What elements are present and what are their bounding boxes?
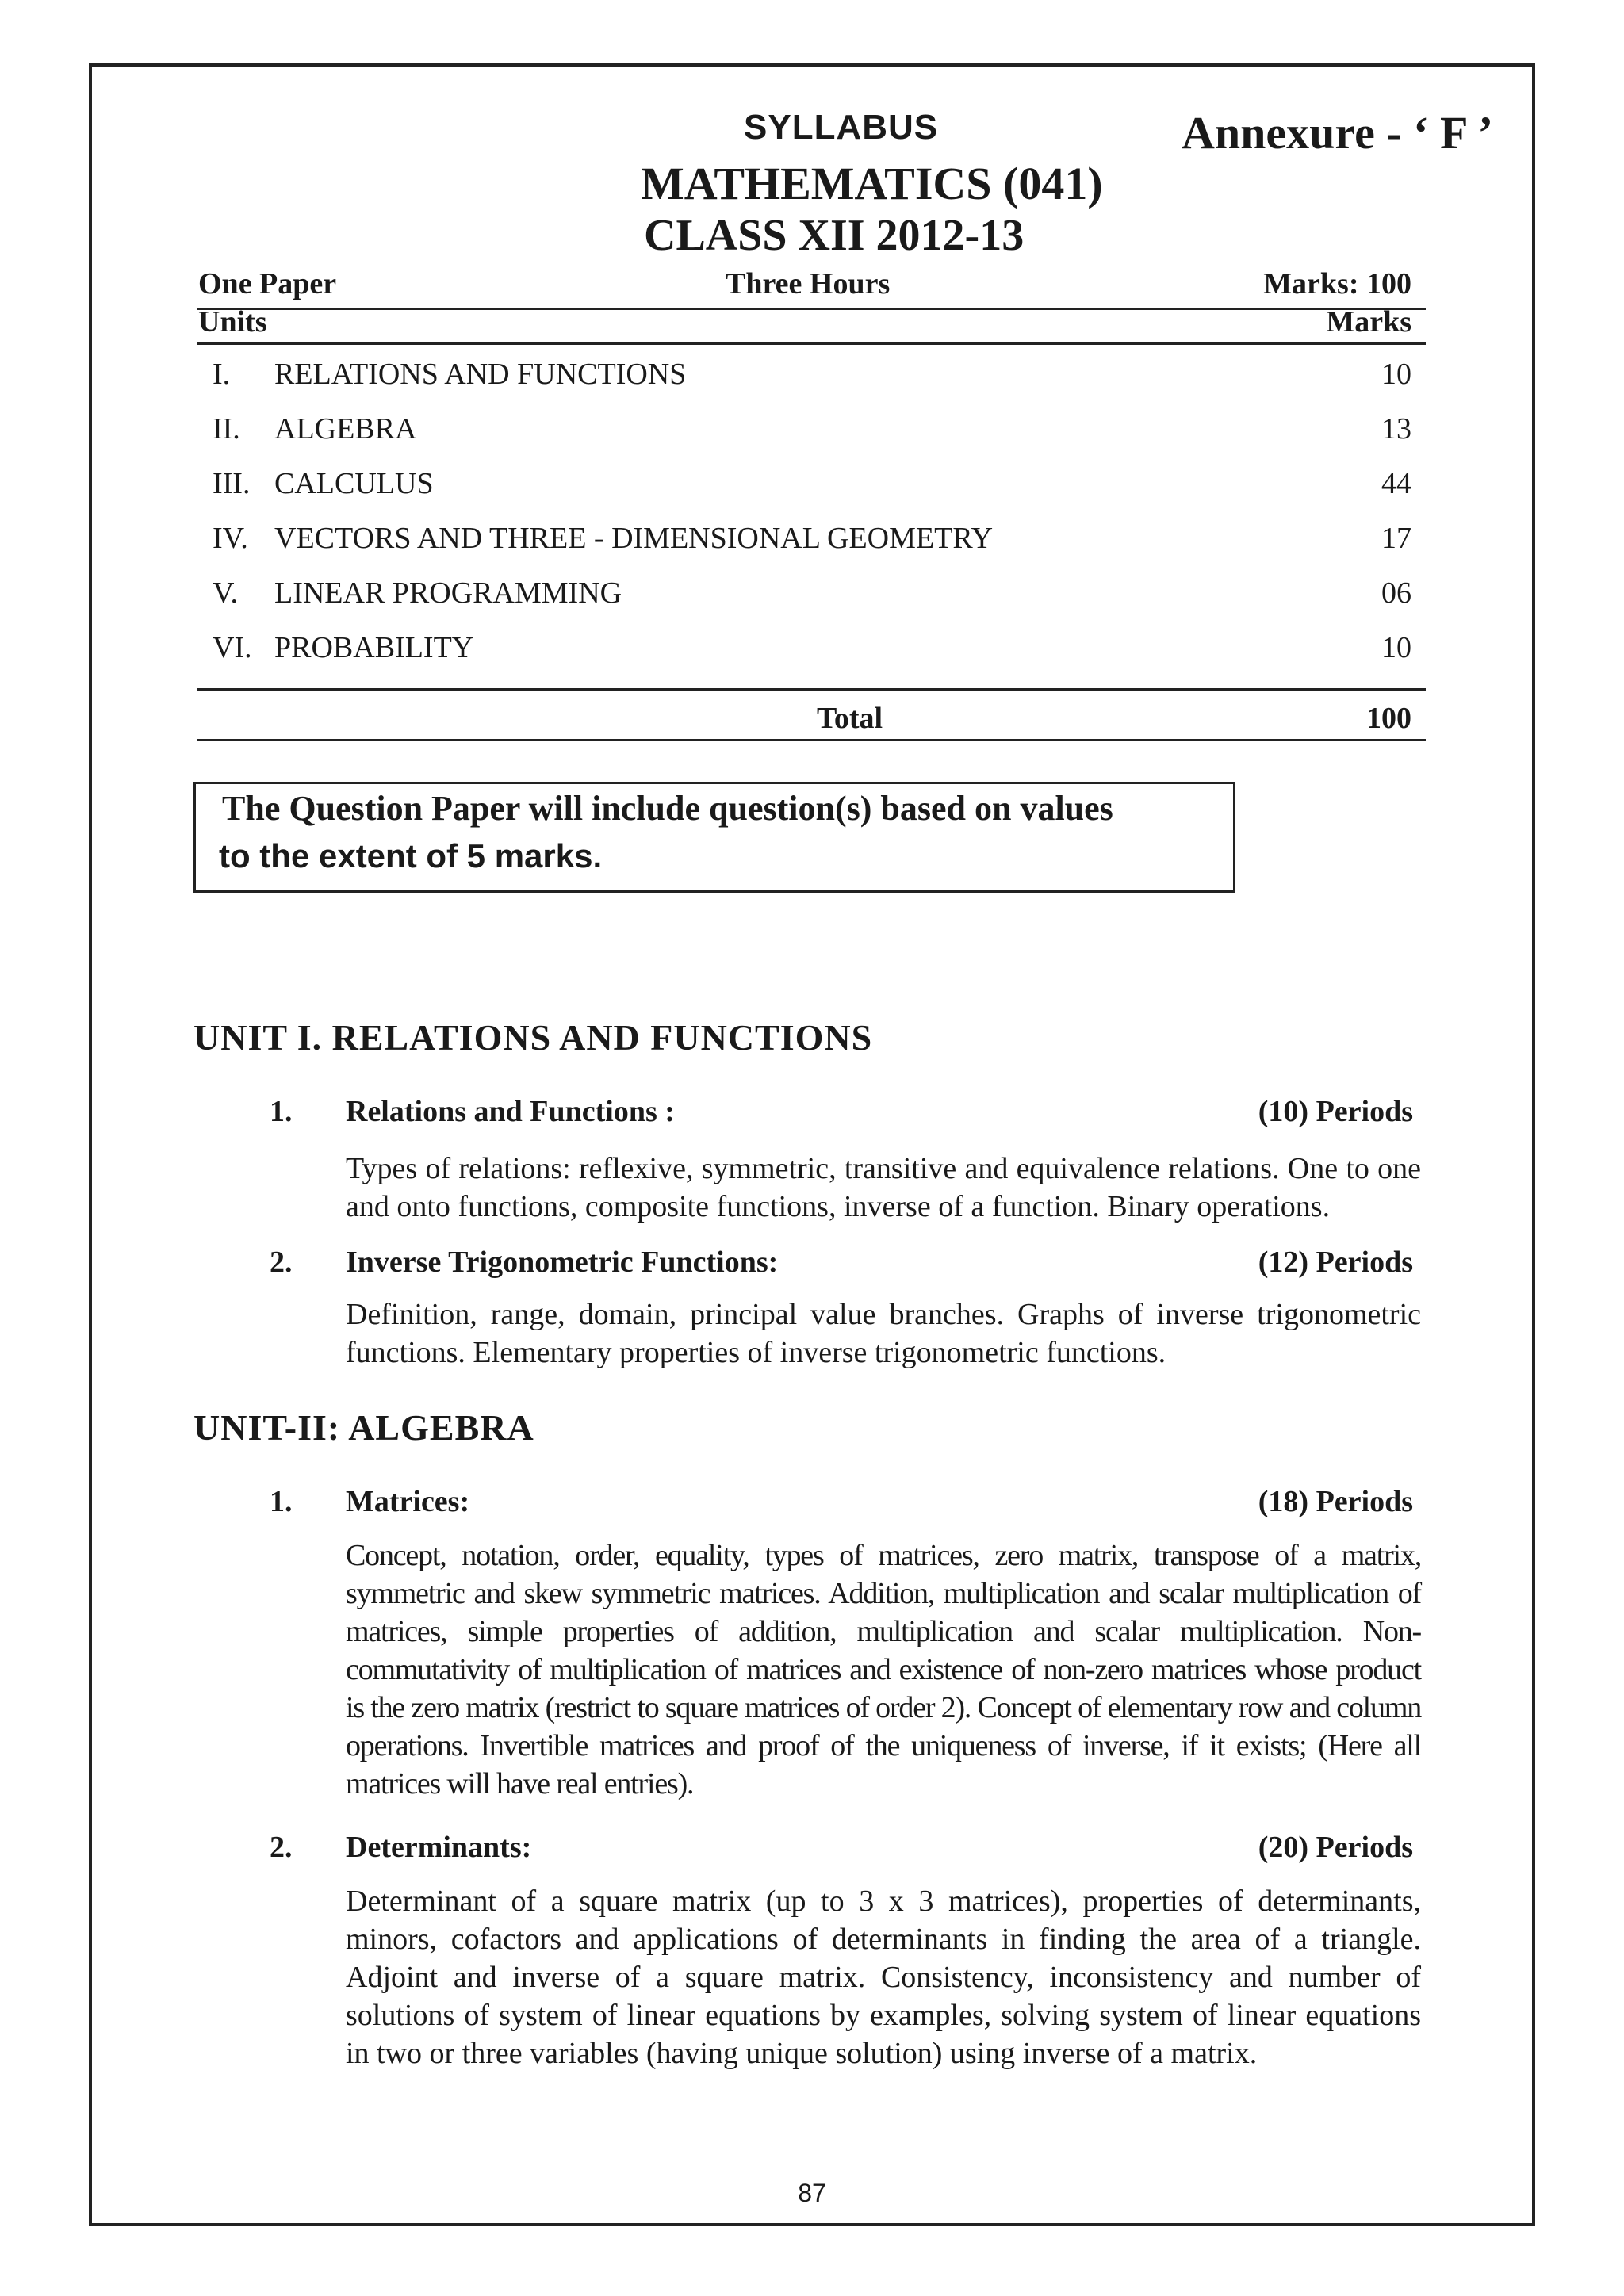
- unit-1-title: UNIT I. RELATIONS AND FUNCTIONS: [193, 1017, 873, 1058]
- page-number: 87: [798, 2179, 826, 2207]
- paper-meta-row: [198, 266, 1411, 301]
- unit-name: PROBABILITY: [274, 631, 474, 664]
- topic-periods: (12) Periods: [1258, 1246, 1413, 1279]
- unit-number: III.: [213, 467, 251, 500]
- class-year: CLASS XII 2012-13: [644, 211, 1025, 260]
- topic-name: Inverse Trigonometric Functions:: [346, 1246, 779, 1279]
- unit-number: IV.: [213, 522, 248, 555]
- table-total-rule: [197, 688, 1426, 691]
- topic-periods: (10) Periods: [1258, 1095, 1413, 1128]
- total-label: Total: [817, 702, 883, 735]
- marks-column-header: Marks: [1326, 305, 1411, 339]
- subject-title: MATHEMATICS (041): [641, 158, 1103, 209]
- unit-name: LINEAR PROGRAMMING: [274, 576, 622, 610]
- unit-marks: 13: [1381, 412, 1411, 446]
- unit-number: VI.: [213, 631, 252, 664]
- topic-number: 1.: [270, 1485, 293, 1518]
- units-column-header: Units: [198, 305, 267, 339]
- total-value: 100: [1366, 702, 1411, 735]
- paper-duration: Three Hours: [726, 267, 891, 300]
- unit-number: II.: [213, 412, 240, 446]
- paper-count: One Paper: [198, 267, 337, 300]
- topic-description: Types of relations: reflexive, symmetric, transitive and equivalence relations. One to one and onto functions, composite functions, inverse of a function. Binary operations.: [346, 1152, 1421, 1223]
- unit-marks: 06: [1381, 576, 1411, 610]
- topic-periods: (20) Periods: [1258, 1831, 1413, 1864]
- unit-marks: 17: [1381, 522, 1411, 555]
- syllabus-heading: SYLLABUS: [744, 108, 939, 147]
- table-bottom-rule: [197, 739, 1426, 741]
- unit-number: I.: [213, 358, 231, 391]
- unit-marks: 10: [1381, 358, 1411, 391]
- unit-number: V.: [213, 576, 239, 610]
- unit-name: RELATIONS AND FUNCTIONS: [274, 358, 687, 391]
- topic-description: Definition, range, domain, principal value branches. Graphs of inverse trigonometric functions. Elementary properties of inverse trigonometric functions.: [346, 1298, 1421, 1369]
- topic-number: 2.: [270, 1831, 293, 1864]
- unit-name: ALGEBRA: [274, 412, 417, 446]
- note-line-1: The Question Paper will include question(s) based on values: [222, 789, 1113, 828]
- topic-periods: (18) Periods: [1258, 1485, 1413, 1518]
- unit-2-title: UNIT-II: ALGEBRA: [193, 1407, 534, 1448]
- paper-marks: Marks: 100: [1263, 267, 1411, 300]
- topic-description: Concept, notation, order, equality, types of matrices, zero matrix, transpose of a matrix, symmetric and skew symmetric matrices. Addition, multiplication and scalar multiplication of matrices, simple properties of addition, multiplication and scalar multiplication. Non-commutativity of multiplication of matrices and existence of non-zero matrices whose product is the zero matrix (restrict to square matrices of order 2). Concept of elementary row and column operations. Invertible matrices and proof of the uniqueness of inverse, if it exists; (Here all matrices will have real entries).: [346, 1539, 1421, 1800]
- topic-description: Determinant of a square matrix (up to 3 x 3 matrices), properties of determinants, minors, cofactors and applications of determinants in finding the area of a triangle. Adjoint and inverse of a square matrix. Consistency, inconsistency and number of solutions of system of linear equations by examples, solving system of linear equations in two or three variables (having unique solution) using inverse of a matrix.: [346, 1885, 1421, 2070]
- topic-name: Matrices:: [346, 1485, 470, 1518]
- unit-name: VECTORS AND THREE - DIMENSIONAL GEOMETRY: [274, 522, 994, 555]
- topic-name: Determinants:: [346, 1831, 532, 1864]
- unit-name: CALCULUS: [274, 467, 434, 500]
- units-table-header: [198, 304, 1411, 339]
- unit-marks: 10: [1381, 631, 1411, 664]
- topic-number: 2.: [270, 1246, 293, 1279]
- table-header-rule: [197, 342, 1426, 345]
- unit-marks: 44: [1381, 467, 1411, 500]
- note-line-2: to the extent of 5 marks.: [219, 837, 603, 874]
- topic-number: 1.: [270, 1095, 293, 1128]
- topic-name: Relations and Functions :: [346, 1095, 675, 1128]
- annexure-label: Annexure - ‘ F ’: [1182, 107, 1494, 159]
